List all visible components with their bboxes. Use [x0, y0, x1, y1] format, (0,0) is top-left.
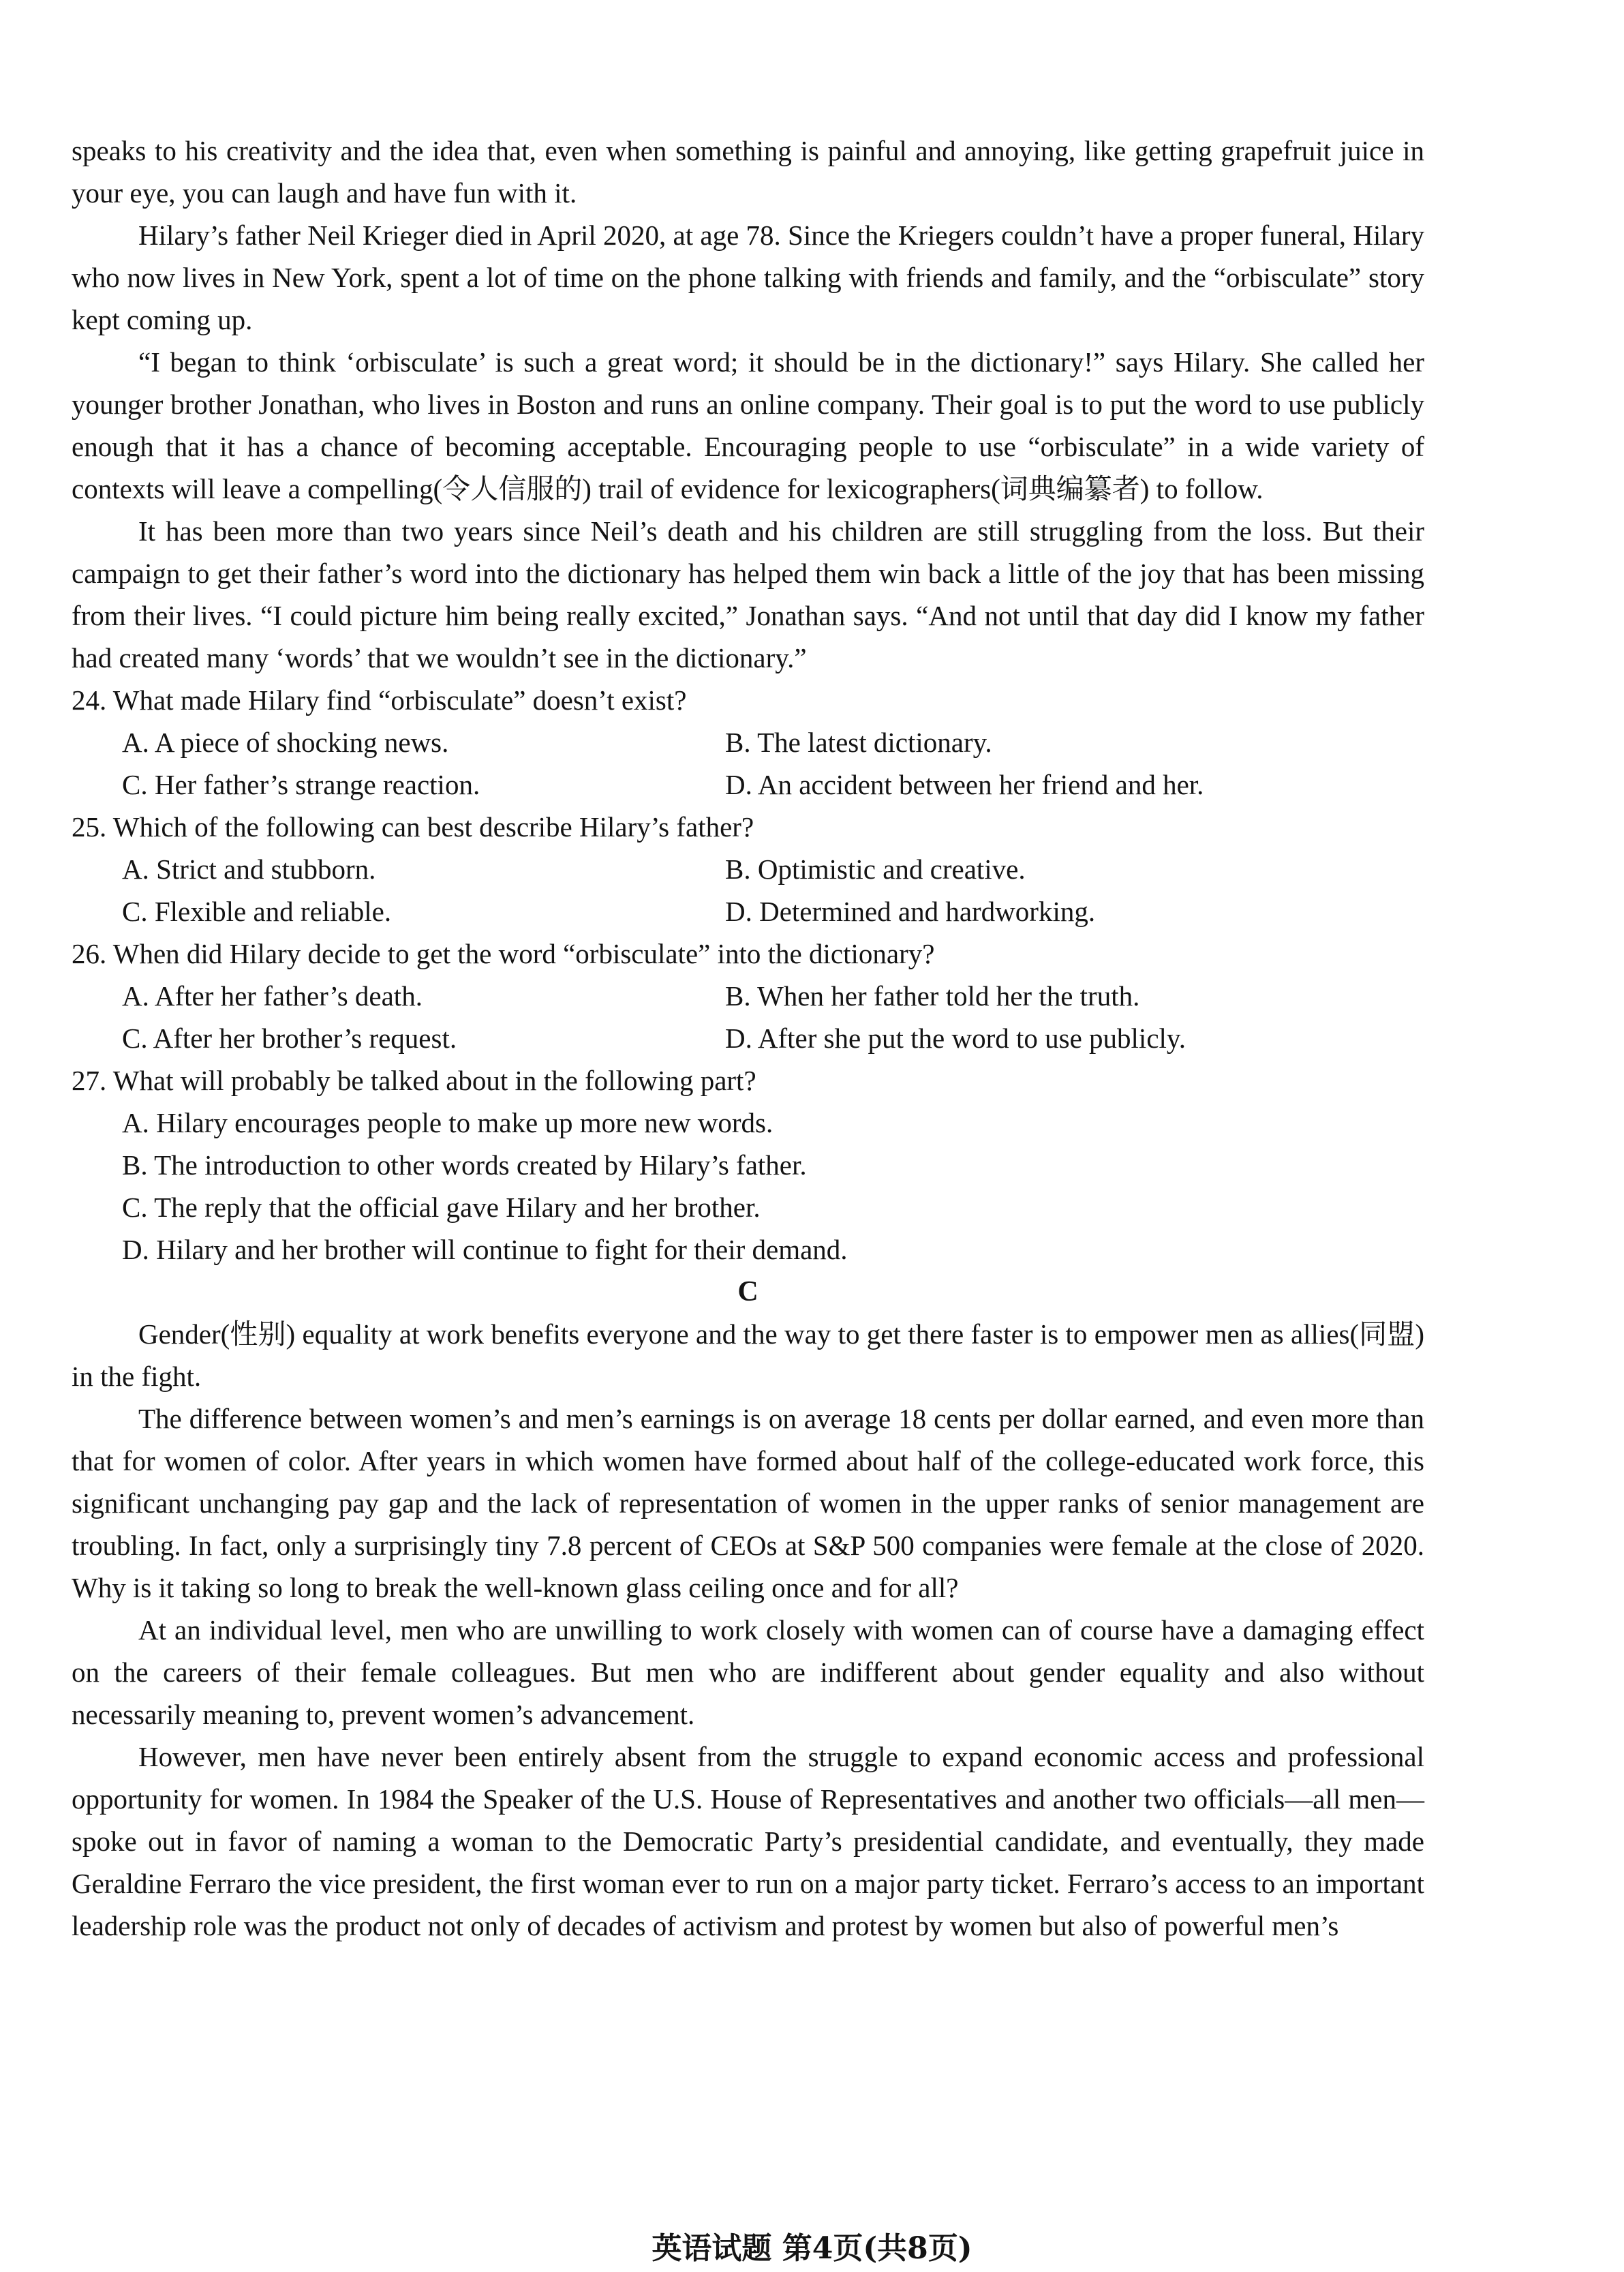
passage-b-paragraph: Hilary’s father Neil Krieger died in April 2020, at age 78. Since the Kriegers couldn’t have a proper funeral, Hilary who now lives in New York, spent a lot of time on the phone talking with friends and family, and the “orbisculate” story kept coming up.	[72, 219, 1424, 335]
option-d[interactable]: D. Determined and hardworking.	[725, 896, 1096, 927]
exam-page	[72, 130, 1424, 1947]
option-b[interactable]: B. Optimistic and creative.	[725, 853, 1026, 885]
options	[72, 975, 1424, 1059]
option-d[interactable]: D. An accident between her friend and her.	[725, 769, 1204, 800]
section-heading: C	[737, 1276, 759, 1307]
options	[72, 721, 1424, 806]
passage-b-paragraph: speaks to his creativity and the idea that, even when something is painful and annoying, like getting grapefruit juice in your eye, you can laugh and have fun with it.	[72, 135, 1424, 209]
option-c[interactable]: C. After her brother’s request.	[122, 1023, 457, 1054]
page-footer: 英语试题 第4页(共8页)	[652, 2231, 972, 2266]
question-27	[72, 1059, 1424, 1271]
option-a[interactable]: A. After her father’s death.	[122, 980, 423, 1012]
option-c[interactable]: C. The reply that the official gave Hilary and her brother.	[122, 1192, 761, 1223]
option-c[interactable]: C. Her father’s strange reaction.	[122, 769, 480, 800]
question-stem: 24. What made Hilary find “orbisculate” doesn’t exist?	[72, 684, 687, 716]
question-25	[72, 806, 1424, 933]
option-b[interactable]: B. The latest dictionary.	[725, 727, 992, 758]
question-stem: 25. Which of the following can best describe Hilary’s father?	[72, 811, 754, 843]
options	[72, 848, 1424, 933]
question-26	[72, 933, 1424, 1059]
passage-b-paragraph: “I began to think ‘orbisculate’ is such a great word; it should be in the dictionary!” says Hilary. She called her younger brother Jonathan, who lives in Boston and runs an online company. Their goal is to put the word to use publicly enough that it has a chance of becoming acceptable. Encouraging people to use “orbisculate” in a wide variety of contexts will leave a compelling(令人信服的) trail of evidence for lexicographers(词典编纂者) to follow.	[72, 346, 1424, 504]
option-a[interactable]: A. Hilary encourages people to make up more new words.	[122, 1107, 773, 1138]
question-24	[72, 679, 1424, 806]
question-stem: 27. What will probably be talked about in the following part?	[72, 1065, 756, 1096]
option-a[interactable]: A. A piece of shocking news.	[122, 727, 449, 758]
passage-c-paragraph: At an individual level, men who are unwilling to work closely with women can of course have a damaging effect on the careers of their female colleagues. But men who are indifferent about gender equality and also without necessarily meaning to, prevent women’s advancement.	[72, 1614, 1424, 1730]
passage-c-paragraph: The difference between women’s and men’s earnings is on average 18 cents per dollar earned, and even more than that for women of color. After years in which women have formed about half of the college-educated work force, this significant unchanging pay gap and the lack of representation of women in the upper ranks of senior management are troubling. In fact, only a surprisingly tiny 7.8 percent of CEOs at S&P 500 companies were female at the close of 2020. Why is it taking so long to break the well-known glass ceiling once and for all?	[72, 1403, 1424, 1603]
passage-c-paragraph: However, men have never been entirely absent from the struggle to expand economic access and professional opportunity for women. In 1984 the Speaker of the U.S. House of Representatives and another two officials—all men—spoke out in favor of naming a woman to the Democratic Party’s presidential candidate, and eventually, they made Geraldine Ferraro the vice president, the first woman ever to run on a major party ticket. Ferraro’s access to an important leadership role was the product not only of decades of activism and protest by women but also of powerful men’s	[72, 1741, 1424, 1941]
option-d[interactable]: D. After she put the word to use publicly.	[725, 1023, 1186, 1054]
option-b[interactable]: B. When her father told her the truth.	[725, 980, 1140, 1012]
option-c[interactable]: C. Flexible and reliable.	[122, 896, 392, 927]
passage-b-paragraph: It has been more than two years since Neil’s death and his children are still struggling from the loss. But their campaign to get their father’s word into the dictionary has helped them win back a little of the joy that has been missing from their lives. “I could picture him being really excited,” Jonathan says. “And not until that day did I know my father had created many ‘words’ that we wouldn’t see in the dictionary.”	[72, 515, 1424, 673]
option-a[interactable]: A. Strict and stubborn.	[122, 853, 376, 885]
option-b[interactable]: B. The introduction to other words created by Hilary’s father.	[122, 1149, 807, 1181]
option-d[interactable]: D. Hilary and her brother will continue to fight for their demand.	[122, 1234, 848, 1265]
question-stem: 26. When did Hilary decide to get the word “orbisculate” into the dictionary?	[72, 938, 935, 969]
passage-c-paragraph: Gender(性别) equality at work benefits everyone and the way to get there faster is to empower men as allies(同盟) in the fight.	[72, 1318, 1424, 1392]
